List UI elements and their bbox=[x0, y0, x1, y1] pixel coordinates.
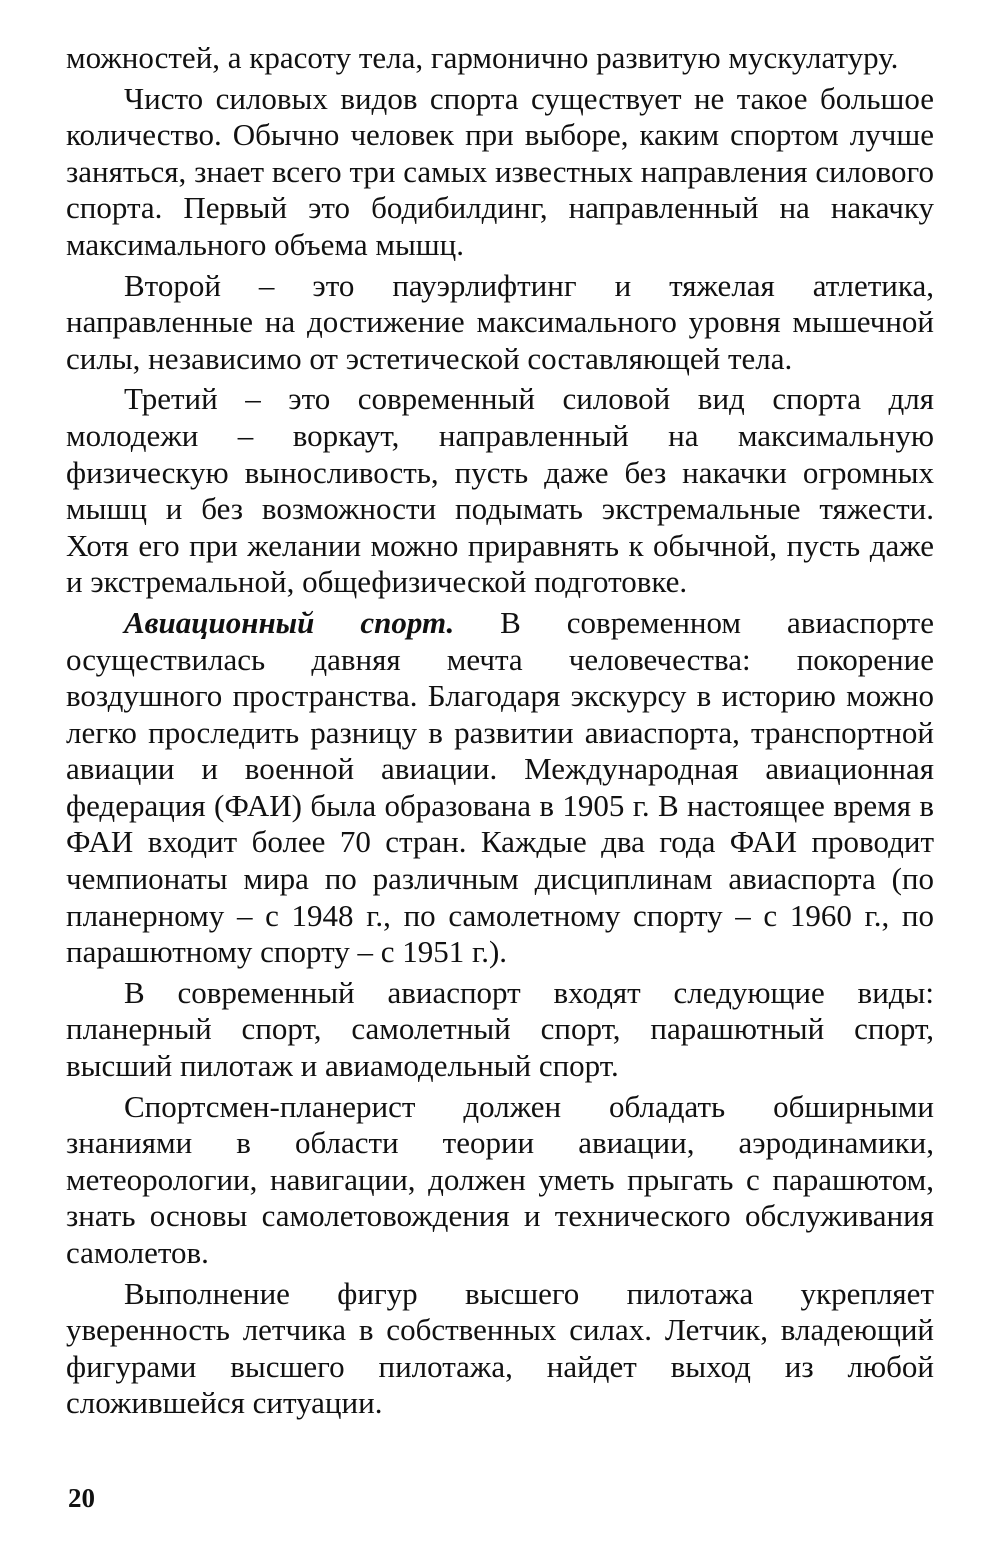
paragraph-6-text: В современный авиаспорт входят следующие виды: планерный спорт, самолетный спорт, парашютный спорт, высший пилотаж и авиамодельный спорт. bbox=[66, 974, 934, 1084]
paragraph-3 bbox=[66, 268, 934, 378]
paragraph-7-text: Спортсмен-планерист должен обладать обширными знаниями в области теории авиации, аэродинамики, метеорологии, навигации, должен уметь прыгать с парашютом, знать основы самолетовождения и технического обслуживания самолетов. bbox=[66, 1088, 934, 1270]
paragraph-8-text: Выполнение фигур высшего пилотажа укрепляет уверенность летчика в собственных силах. Летчик, владеющий фигурами высшего пилотажа, найдет выход из любой сложившейся ситуации. bbox=[66, 1275, 934, 1421]
paragraph-7 bbox=[66, 1089, 934, 1272]
page-body bbox=[66, 40, 934, 1422]
paragraph-5 bbox=[66, 605, 934, 971]
paragraph-1-text: можностей, а красоту тела, гармонично развитую мускулатуру. bbox=[66, 40, 899, 75]
paragraph-1 bbox=[66, 40, 934, 77]
paragraph-6 bbox=[66, 975, 934, 1085]
section-heading-aviation-sport: Авиационный спорт. bbox=[124, 604, 455, 640]
paragraph-2 bbox=[66, 81, 934, 264]
paragraph-5-text: В современном авиаспорте осуществилась давняя мечта человечества: покорение воздушного пространства. Благодаря экскурсу в историю можно легко проследить разницу в развитии авиаспорта, транспортной авиации и военной авиации. Международная авиационная федерация (ФАИ) была образована в 1905 г. В настоящее время в ФАИ входит более 70 стран. Каждые два года ФАИ проводит чемпионаты мира по различным дисциплинам авиаспорта (по планерному – с 1948 г., по самолетному спорту – с 1960 г., по парашютному спорту – с 1951 г.). bbox=[66, 604, 934, 970]
paragraph-4 bbox=[66, 381, 934, 601]
paragraph-3-text: Второй – это пауэрлифтинг и тяжелая атлетика, направленные на достижение максимального уровня мышечной силы, независимо от эстетической составляющей тела. bbox=[66, 267, 934, 376]
page-number: 20 bbox=[68, 1483, 95, 1513]
paragraph-2-text: Чисто силовых видов спорта существует не такое большое количество. Обычно человек при выборе, каким спортом лучше заняться, знает всего три самых известных направления силового спорта. Первый это бодибилдинг, направленный на накачку максимального объема мышц. bbox=[66, 80, 934, 262]
paragraph-4-text: Третий – это современный силовой вид спорта для молодежи – воркаут, направленный на максимальную физическую выносливость, пусть даже без накачки огромных мышц и без возможности подымать экстремальные тяжести. Хотя его при желании можно приравнять к обычной, пусть даже и экстремальной, общефизической подготовке. bbox=[66, 381, 934, 600]
paragraph-8 bbox=[66, 1276, 934, 1422]
